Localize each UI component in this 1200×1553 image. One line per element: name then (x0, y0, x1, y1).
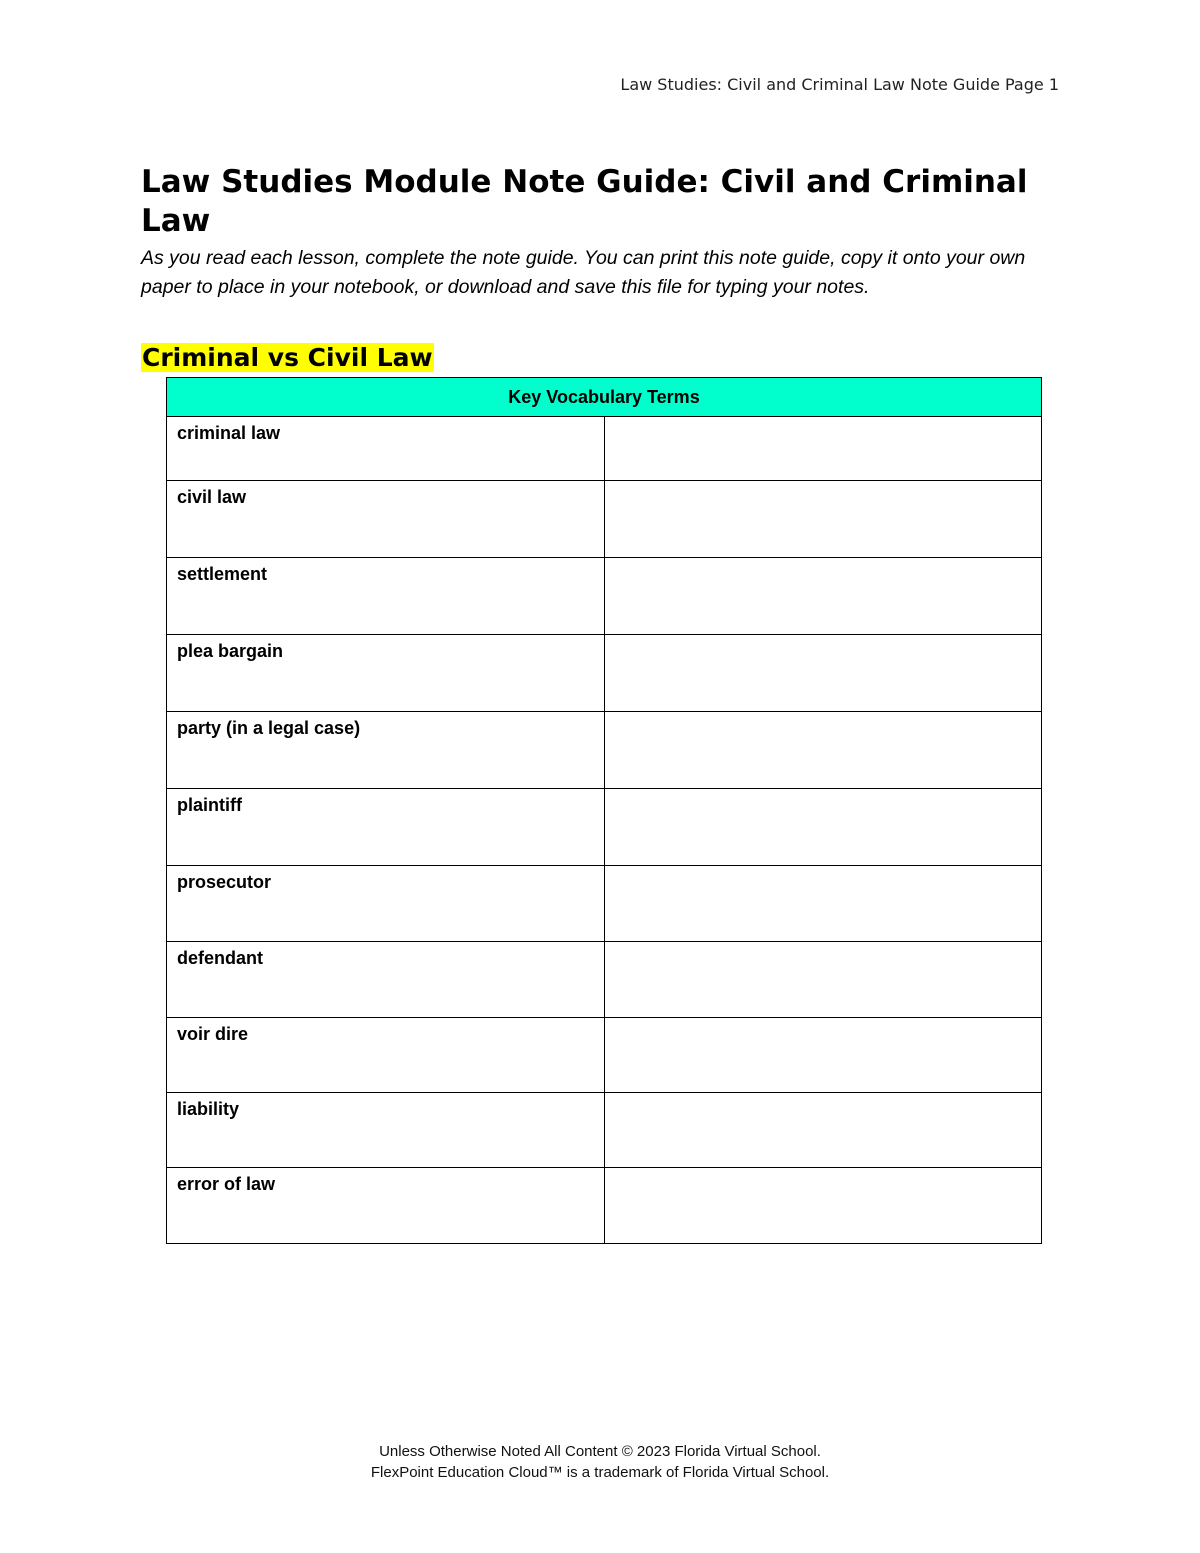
page-header: Law Studies: Civil and Criminal Law Note Guide Page 1 (620, 75, 1059, 94)
definition-cell[interactable] (604, 1168, 1042, 1244)
definition-cell[interactable] (604, 1093, 1042, 1168)
section-heading (141, 341, 434, 375)
table-row (167, 1093, 1042, 1168)
table-row (167, 1018, 1042, 1093)
table-row (167, 942, 1042, 1018)
table-row (167, 712, 1042, 789)
term-cell: voir dire (167, 1018, 605, 1093)
vocabulary-table (166, 377, 1042, 1244)
table-row (167, 417, 1042, 481)
term-cell: error of law (167, 1168, 605, 1244)
table-row (167, 558, 1042, 635)
term-cell: plea bargain (167, 635, 605, 712)
term-cell: plaintiff (167, 789, 605, 866)
trademark-notice: FlexPoint Education Cloud™ is a trademark of Florida Virtual School. (370, 1464, 830, 1481)
section-heading-text: Criminal vs Civil Law (142, 343, 433, 372)
definition-cell[interactable] (604, 942, 1042, 1018)
definition-cell[interactable] (604, 712, 1042, 789)
definition-cell[interactable] (604, 866, 1042, 942)
table-row (167, 866, 1042, 942)
definition-cell[interactable] (604, 1018, 1042, 1093)
definition-cell[interactable] (604, 558, 1042, 635)
copyright-notice: Unless Otherwise Noted All Content © 2023 Florida Virtual School. (379, 1443, 821, 1460)
table-row (167, 481, 1042, 558)
table-row (167, 789, 1042, 866)
term-cell: party (in a legal case) (167, 712, 605, 789)
table-row (167, 1168, 1042, 1244)
document-title: Law Studies Module Note Guide: Civil and Criminal Law (141, 164, 1028, 239)
vocabulary-table-header: Key Vocabulary Terms (167, 378, 1042, 417)
term-cell: prosecutor (167, 866, 605, 942)
vocabulary-table-header-row (167, 378, 1042, 417)
term-cell: criminal law (167, 417, 605, 481)
term-cell: civil law (167, 481, 605, 558)
term-cell: defendant (167, 942, 605, 1018)
page-footer (0, 1441, 1200, 1483)
term-cell: settlement (167, 558, 605, 635)
definition-cell[interactable] (604, 417, 1042, 481)
definition-cell[interactable] (604, 635, 1042, 712)
table-row (167, 635, 1042, 712)
term-cell: liability (167, 1093, 605, 1168)
instructions-text: As you read each lesson, complete the note guide. You can print this note guide, copy it onto your own paper to place in your notebook, or download and save this file for typing your notes. (141, 247, 1026, 298)
definition-cell[interactable] (604, 789, 1042, 866)
definition-cell[interactable] (604, 481, 1042, 558)
